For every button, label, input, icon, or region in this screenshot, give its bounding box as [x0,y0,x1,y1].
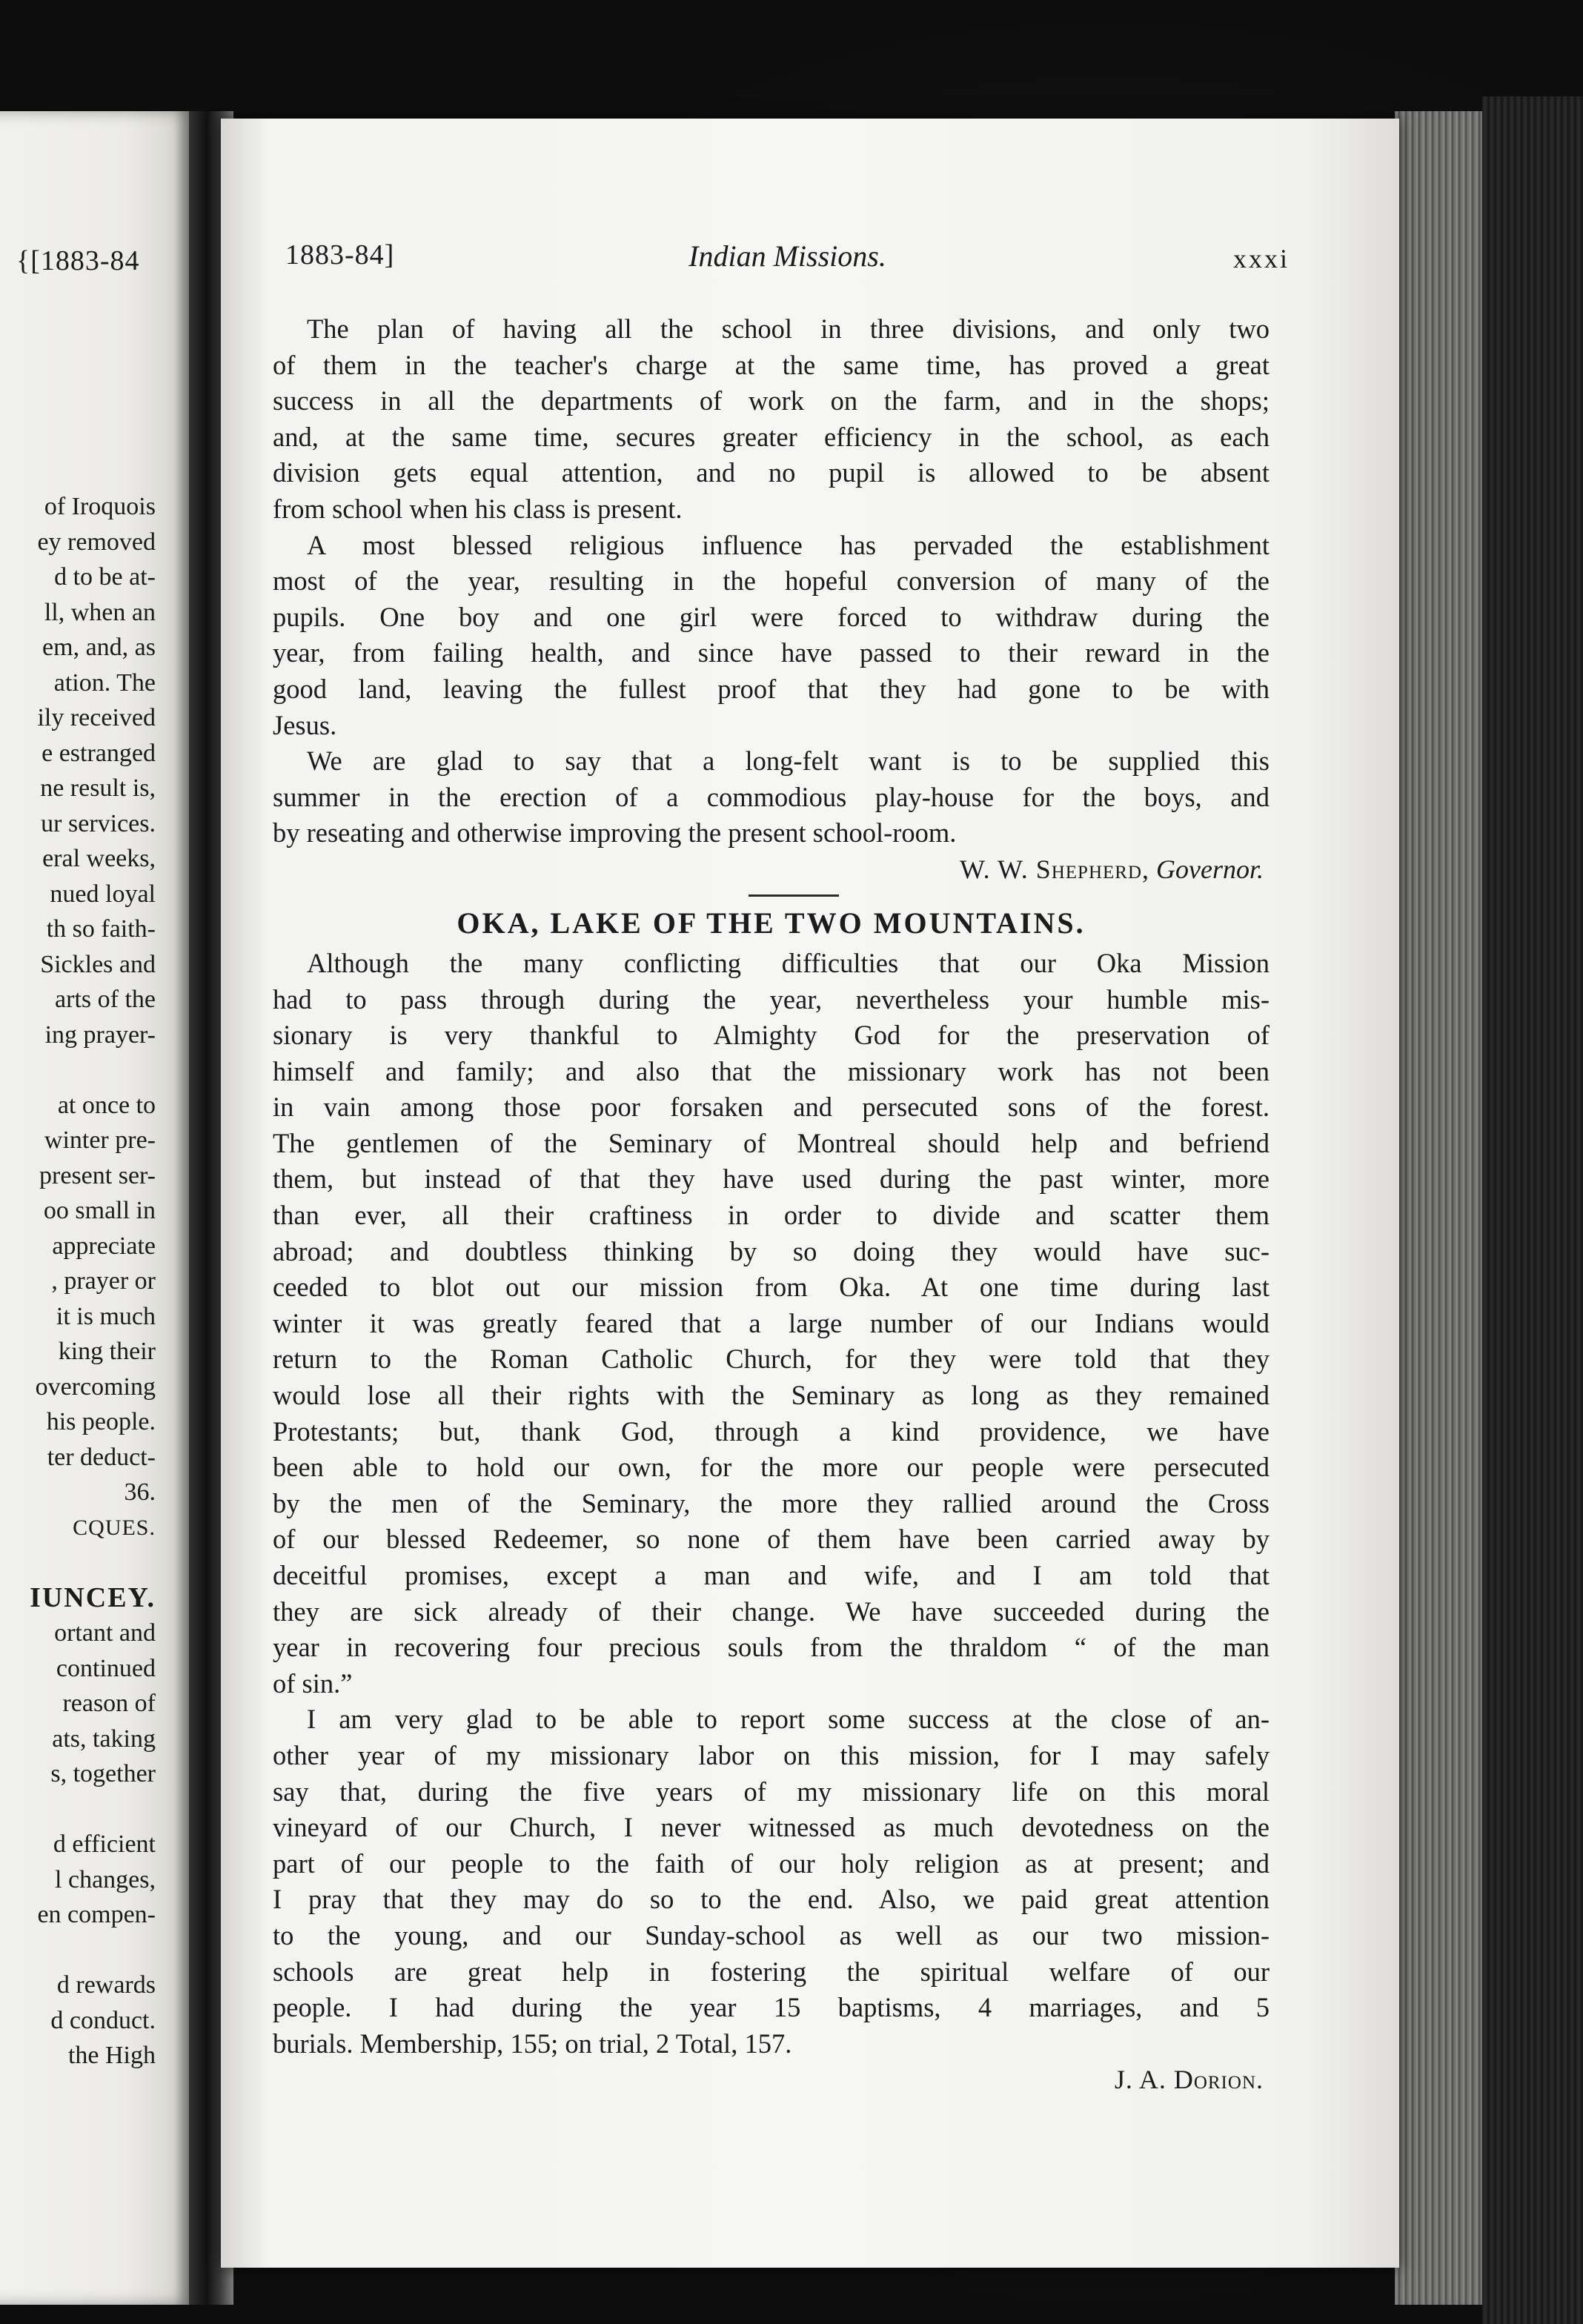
text-line: pupils. One boy and one girl were forced to withdraw during the [273,601,1270,632]
text-line: had to pass through during the year, nevertheless your humble mis- [273,983,1270,1015]
text-line: burials. Membership, 155; on trial, 2 Total, 157. [273,2028,792,2059]
left-text-fragment: ne result is, [40,774,156,802]
left-text-fragment: ily received [37,704,156,731]
text-line: I am very glad to be able to report some success at the close of an- [307,1704,1270,1735]
text-line: winter it was greatly feared that a large number of our Indians would [273,1307,1270,1338]
page-edges [1395,111,1484,2305]
paragraph-oka-mission [273,946,1270,1702]
signature-title: Governor. [1156,854,1264,884]
text-line: in vain among those poor forsaken and persecuted sons of the forest. [273,1092,1270,1123]
left-page-header: {[1883-84 [16,245,140,276]
section-heading: OKA, LAKE OF THE TWO MOUNTAINS. [457,906,1086,940]
text-line: deceitful promises, except a man and wife, and I am told that [273,1560,1270,1590]
signature-name-dorion: J. A. Dorion. [1114,2065,1264,2095]
text-line: year, from failing health, and since have passed to their reward in the [273,637,1270,668]
text-line: them, but instead of that they have used during the past winter, more [273,1163,1270,1195]
text-line: I pray that they may do so to the end. Also, we paid great attention [273,1884,1270,1915]
text-line: would lose all their rights with the Seminary as long as they remained [273,1380,1270,1411]
left-text-fragment [0,1792,156,1827]
text-line: success in all the departments of work on the farm, and in the shops; [273,385,1270,416]
left-text-fragment: th so faith- [46,915,156,943]
signature-name: W. W. Shepherd, [960,854,1150,884]
paragraph-religious-influence [273,528,1270,744]
left-text-fragment: d to be at- [54,563,156,591]
left-text-fragment: l changes, [55,1865,156,1893]
text-line: from school when his class is present. [273,493,683,524]
left-text-fragment: en compen- [37,1901,156,1928]
text-line: ceeded to blot out our mission from Oka. At one time during last [273,1272,1270,1303]
left-text-fragment: reason of [62,1690,156,1717]
text-line: return to the Roman Catholic Church, for they were told that they [273,1344,1270,1375]
page-body [273,311,1270,2097]
text-line: summer in the erection of a commodious play-house for the boys, and [273,781,1270,812]
text-line: been able to hold our own, for the more our people were persecuted [273,1452,1270,1483]
text-line: people. I had during the year 15 baptisms, 4 marriages, and 5 [273,1992,1270,2023]
text-line: they are sick already of their change. We have succeeded during the [273,1596,1270,1627]
signature-dorion [273,2062,1270,2097]
left-text-fragment: e estranged [42,739,156,767]
left-page [0,111,193,2305]
left-text-fragment: eral weeks, [42,845,156,872]
text-line: most of the year, resulting in the hopeful conversion of many of the [273,565,1270,597]
text-line: Protestants; but, thank God, through a kind providence, we have [273,1415,1270,1447]
left-text-fragment: ortant and [54,1619,156,1647]
signature-shepherd [273,851,1270,887]
left-text-fragment [0,1933,156,1968]
left-text-fragment: winter pre- [44,1126,156,1154]
text-line: sionary is very thankful to Almighty God for the preservation of [273,1020,1270,1051]
left-text-fragment: appreciate [52,1232,156,1260]
left-text-fragment: Sickles and [40,950,156,978]
running-head-title: Indian Missions. [688,239,886,273]
left-page-text [0,489,156,2074]
left-text-fragment: ur services. [41,809,156,837]
text-line: We are glad to say that a long-felt want is to be supplied this [307,746,1270,777]
left-text-fragment: IUNCEY. [30,1581,156,1613]
text-line: of sin.” [273,1667,353,1699]
page-number: xxxi [1232,244,1290,273]
paragraph-play-house [273,743,1270,851]
text-line: of them in the teacher's charge at the same time, has proved a great [273,349,1270,380]
running-head [285,239,1290,283]
text-line: Jesus. [273,709,337,740]
left-text-fragment: at once to [57,1091,156,1119]
left-text-fragment: ation. The [53,668,156,697]
left-text-fragment: the High [67,2042,156,2069]
text-line: by reseating and otherwise improving the present school-room. [273,817,957,849]
left-text-fragment: ll, when an [44,598,156,626]
left-text-fragment: continued [56,1654,156,1682]
text-line: of our blessed Redeemer, so none of them have been carried away by [273,1524,1270,1555]
left-text-fragment: arts of the [55,986,156,1013]
left-text-fragment: king their [58,1338,156,1365]
left-text-fragment: d rewards [56,1971,156,1999]
text-line: part of our people to the faith of our holy religion as at present; and [273,1847,1270,1879]
text-line: Although the many conflicting difficulties that our Oka Mission [307,947,1270,978]
left-text-fragment: oo small in [43,1197,156,1224]
running-head-year: 1883-84] [285,239,395,270]
left-text-fragment: CQUES. [73,1515,156,1540]
text-line: abroad; and doubtless thinking by so doing they would have suc- [273,1235,1270,1266]
left-text-fragment: s, together [50,1760,156,1787]
left-text-fragment: present ser- [39,1161,156,1189]
left-text-fragment: d efficient [53,1830,156,1858]
text-line: good land, leaving the fullest proof that they had gone to be with [273,673,1270,704]
book-cover-edge [1482,96,1583,2324]
left-text-fragment: ats, taking [52,1724,156,1753]
left-text-fragment: his people. [46,1408,156,1435]
left-text-fragment: d conduct. [50,2006,156,2034]
text-line: year in recovering four precious souls from the thraldom “ of the man [273,1632,1270,1663]
left-text-fragment: ey removed [37,528,156,556]
text-line: other year of my missionary labor on this mission, for I may safely [273,1739,1270,1770]
left-text-fragment: it is much [56,1302,156,1330]
text-line: The plan of having all the school in three divisions, and only two [307,313,1270,344]
text-line: schools are great help in fostering the spiritual welfare of our [273,1956,1270,1987]
left-text-fragment: nued loyal [50,880,156,908]
left-text-fragment: overcoming [35,1372,156,1401]
left-text-fragment [0,1545,156,1581]
paragraph-school-divisions [273,311,1270,528]
left-text-fragment: em, and, as [42,634,156,661]
text-line: than ever, all their craftiness in order to divide and scatter them [273,1200,1270,1231]
paragraph-report-success [273,1702,1270,2062]
left-text-fragment: 36. [124,1478,156,1506]
text-line: by the men of the Seminary, the more they rallied around the Cross [273,1487,1270,1518]
text-line: to the young, and our Sunday-school as well as our two mission- [273,1919,1270,1950]
left-text-fragment [0,1052,156,1088]
left-text-fragment: of Iroquois [44,493,156,520]
text-line: A most blessed religious influence has pervaded the establishment [307,529,1270,560]
text-line: The gentlemen of the Seminary of Montreal should help and befriend [273,1127,1270,1158]
text-line: vineyard of our Church, I never witnessed as much devotedness on the [273,1812,1270,1843]
text-line: division gets equal attention, and no pupil is allowed to be absent [273,457,1270,488]
section-rule [749,894,839,897]
text-line: and, at the same time, secures greater efficiency in the school, as each [273,421,1270,452]
left-text-fragment: ter deduct- [47,1443,156,1471]
left-text-fragment: ing prayer- [44,1020,156,1049]
text-line: himself and family; and also that the missionary work has not been [273,1055,1270,1086]
left-text-fragment: , prayer or [51,1267,156,1295]
text-line: say that, during the five years of my missionary life on this moral [273,1776,1270,1807]
